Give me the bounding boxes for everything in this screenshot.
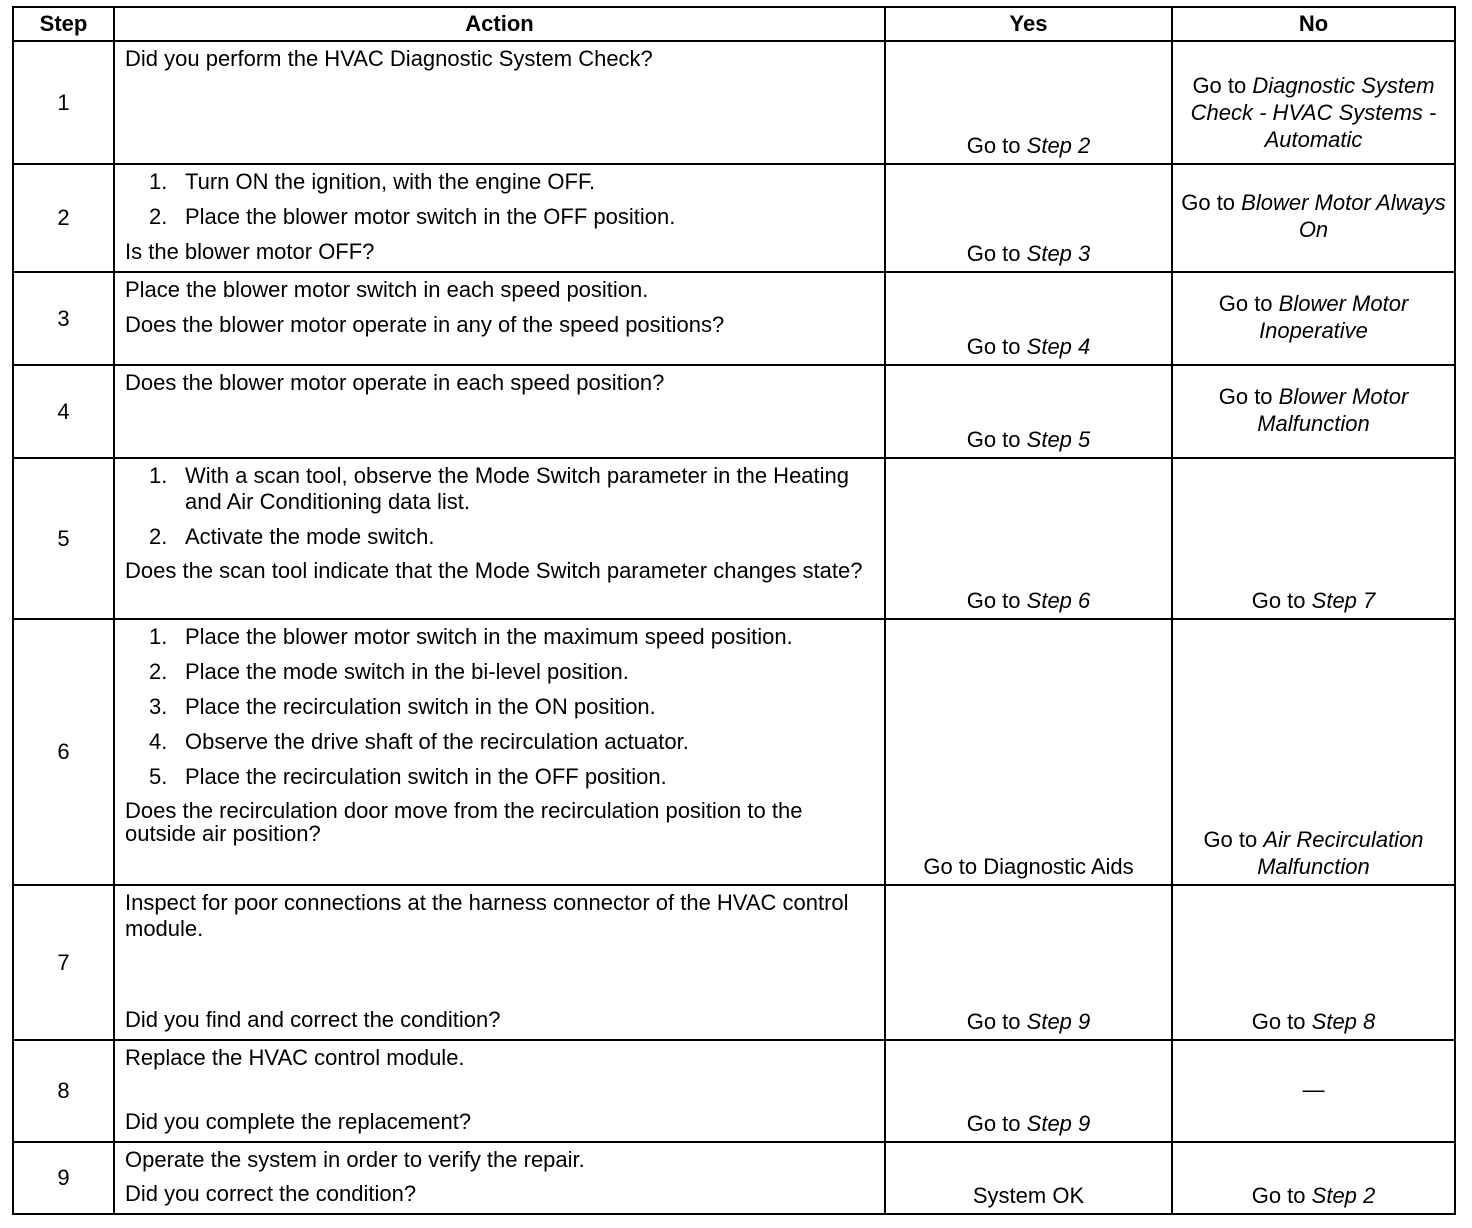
table-row (13, 164, 1455, 272)
action-cell (114, 1040, 885, 1142)
table-header-row (13, 7, 1455, 41)
action-cell (114, 1142, 885, 1214)
table-row (13, 458, 1455, 619)
action-text: Place the blower motor switch in each speed position. (125, 277, 649, 302)
action-text: Inspect for poor connections at the harness connector of the HVAC control module. (125, 890, 849, 941)
yes-cell: Go to Step 5 (885, 365, 1172, 458)
no-ref: Diagnostic System Check - HVAC Systems - Automatic (1190, 73, 1437, 152)
action-cell (114, 41, 885, 164)
yes-ref: Step 6 (1026, 588, 1091, 613)
yes-cell (885, 1142, 1172, 1214)
step-number: 2 (13, 164, 114, 272)
list-item: 2. Place the mode switch in the bi-level position. (149, 659, 629, 684)
no-cell: Go to Step 2 (1172, 1142, 1455, 1214)
action-cell (114, 885, 885, 1040)
no-cell (1172, 1040, 1455, 1142)
yes-ref: Step 3 (1026, 241, 1091, 266)
question-text: Did you complete the replacement? (125, 1109, 472, 1134)
no-ref: Blower Motor Malfunction (1257, 383, 1409, 436)
table-row (13, 1142, 1455, 1214)
no-cell: Go to Blower Motor Always On (1172, 164, 1455, 272)
action-cell (114, 164, 885, 272)
action-cell (114, 365, 885, 458)
action-text: Does the blower motor operate in each speed position? (125, 370, 665, 395)
action-text: Operate the system in order to verify the repair. (125, 1147, 585, 1172)
list-item: 2. Activate the mode switch. (149, 524, 435, 549)
question-text: Is the blower motor OFF? (125, 239, 375, 264)
action-text: Did you perform the HVAC Diagnostic System Check? (125, 46, 653, 71)
yes-cell: Go to Step 9 (885, 1040, 1172, 1142)
procedure-list (125, 463, 874, 550)
header-step: Step (13, 7, 114, 41)
table-row (13, 272, 1455, 365)
no-ref: Step 7 (1311, 588, 1376, 613)
no-ref: Step 8 (1311, 1009, 1376, 1034)
diagnostic-table (12, 6, 1456, 1215)
yes-cell (885, 41, 1172, 164)
go-to-label: Go to (966, 133, 1021, 158)
no-text: — (1302, 1076, 1325, 1102)
yes-cell: Go to Step 3 (885, 164, 1172, 272)
list-item: 4. Observe the drive shaft of the recirculation actuator. (149, 729, 689, 754)
yes-ref: Step 2 (1026, 133, 1091, 158)
no-cell: Go to Blower Motor Malfunction (1172, 365, 1455, 458)
no-ref: Blower Motor Always On (1241, 190, 1446, 242)
yes-cell: Go to Step 4 (885, 272, 1172, 365)
list-item: 1. Turn ON the ignition, with the engine OFF. (149, 169, 596, 194)
step-number: 5 (13, 458, 114, 619)
no-ref: Blower Motor Inoperative (1259, 290, 1409, 343)
question-text: Did you correct the condition? (125, 1181, 417, 1206)
question-text: Does the recirculation door move from the recirculation position to the outside air position? (125, 798, 803, 846)
action-cell (114, 619, 885, 885)
list-item: 1. Place the blower motor switch in the maximum speed position. (149, 624, 793, 649)
header-no: No (1172, 7, 1455, 41)
no-cell: Go to Blower Motor Inoperative (1172, 272, 1455, 365)
yes-ref: Step 9 (1026, 1111, 1091, 1136)
yes-cell (885, 619, 1172, 885)
yes-ref: Step 9 (1026, 1009, 1091, 1034)
procedure-list (125, 169, 874, 230)
no-ref: Step 2 (1311, 1183, 1376, 1208)
table-row (13, 41, 1455, 164)
question-text: Does the scan tool indicate that the Mode Switch parameter changes state? (125, 558, 863, 583)
step-number: 6 (13, 619, 114, 885)
yes-ref: Step 5 (1026, 427, 1091, 452)
action-cell (114, 272, 885, 365)
question-text: Does the blower motor operate in any of the speed positions? (125, 312, 725, 337)
yes-ref: Step 4 (1026, 334, 1091, 359)
no-cell: Go to Step 8 (1172, 885, 1455, 1040)
question-text: Did you find and correct the condition? (125, 1007, 501, 1032)
step-number: 1 (13, 41, 114, 164)
list-item: 3. Place the recirculation switch in the ON position. (149, 694, 656, 719)
step-number: 8 (13, 1040, 114, 1142)
list-item: 2. Place the blower motor switch in the OFF position. (149, 204, 676, 229)
table-row (13, 1040, 1455, 1142)
table-row (13, 885, 1455, 1040)
step-number: 9 (13, 1142, 114, 1214)
yes-cell: Go to Step 6 (885, 458, 1172, 619)
no-cell: Go to Air Recirculation Malfunction (1172, 619, 1455, 885)
step-number: 3 (13, 272, 114, 365)
action-text: Replace the HVAC control module. (125, 1045, 465, 1070)
yes-text: System OK (972, 1183, 1085, 1208)
yes-text: Go to Diagnostic Aids (923, 854, 1134, 879)
no-ref: Air Recirculation Malfunction (1257, 827, 1424, 879)
table-row (13, 619, 1455, 885)
header-action: Action (114, 7, 885, 41)
list-item: 1. With a scan tool, observe the Mode Switch parameter in the Heating and Air Conditioning data list. (149, 463, 850, 514)
yes-cell: Go to Step 9 (885, 885, 1172, 1040)
list-item: 5. Place the recirculation switch in the OFF position. (149, 764, 667, 789)
no-cell (1172, 41, 1455, 164)
step-number: 4 (13, 365, 114, 458)
no-cell: Go to Step 7 (1172, 458, 1455, 619)
table-row (13, 365, 1455, 458)
step-number: 7 (13, 885, 114, 1040)
action-cell (114, 458, 885, 619)
procedure-list (125, 624, 874, 790)
go-to-label: Go to (1192, 73, 1247, 98)
header-yes: Yes (885, 7, 1172, 41)
